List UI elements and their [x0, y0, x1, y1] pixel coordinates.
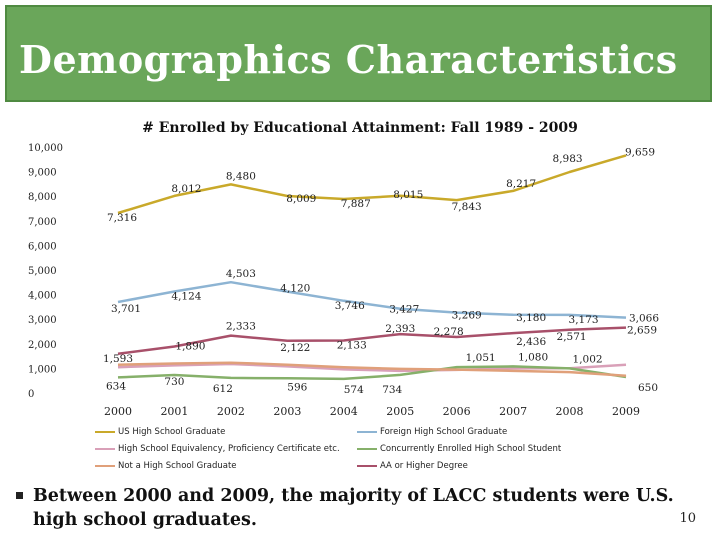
legend-item — [95, 444, 340, 454]
y-tick-label: 9,000 — [28, 167, 57, 179]
legend-swatch — [95, 465, 115, 467]
data-label: 650 — [637, 382, 659, 395]
data-label: 1,051 — [465, 352, 496, 365]
legend-item — [357, 427, 507, 437]
data-label: 8,480 — [225, 170, 256, 183]
legend-swatch — [357, 465, 377, 467]
y-tick-label: 1,000 — [28, 364, 57, 376]
data-label: 3,066 — [628, 312, 660, 325]
data-label: 730 — [164, 376, 185, 389]
data-label: 3,173 — [568, 313, 599, 326]
data-label: 4,124 — [171, 290, 202, 303]
y-tick-label: 4,000 — [28, 290, 57, 302]
data-label: 7,887 — [340, 197, 371, 210]
y-tick-label: 5,000 — [28, 266, 57, 277]
data-label: 612 — [212, 382, 233, 395]
y-tick-label: 7,000 — [28, 216, 57, 228]
data-label: 3,746 — [334, 299, 365, 312]
data-label: 4,503 — [225, 268, 256, 281]
x-tick-label: 2009 — [612, 405, 640, 418]
data-label: 1,890 — [175, 340, 206, 353]
y-tick-label: 2,000 — [28, 339, 57, 351]
data-label: 8,983 — [552, 153, 583, 166]
data-label: 3,180 — [516, 311, 547, 324]
x-tick-label: 2004 — [329, 405, 358, 418]
x-tick-label: 2007 — [499, 405, 528, 418]
legend-label: Foreign High School Graduate — [380, 427, 508, 437]
data-label: 2,122 — [280, 341, 311, 354]
slide-number: 10 — [679, 511, 696, 526]
data-label: 8,015 — [393, 188, 424, 201]
data-label: 1,080 — [518, 351, 549, 364]
data-label: 4,120 — [280, 282, 311, 295]
data-label: 3,701 — [110, 302, 142, 315]
legend-item — [95, 461, 237, 471]
data-label: 7,843 — [451, 201, 482, 214]
data-label: 9,659 — [624, 146, 656, 159]
legend-swatch — [357, 448, 377, 450]
bullet-square-icon — [16, 492, 23, 499]
data-label: 574 — [343, 383, 364, 396]
data-label: 8,012 — [171, 182, 202, 195]
data-label: 8,009 — [286, 192, 317, 205]
legend-item — [95, 427, 225, 437]
slide-title: Demographics Characteristics — [19, 37, 678, 82]
data-label: 596 — [287, 381, 308, 394]
legend-label: AA or Higher Degree — [380, 461, 468, 471]
x-tick-label: 2005 — [386, 405, 415, 418]
y-tick-label: 8,000 — [28, 192, 57, 204]
data-label: 2,333 — [225, 320, 256, 333]
legend-swatch — [95, 448, 115, 450]
data-label: 734 — [382, 383, 403, 396]
data-label: 2,436 — [516, 336, 547, 349]
data-label: 2,278 — [433, 325, 464, 338]
y-tick-label: 6,000 — [28, 241, 57, 253]
data-label: 2,571 — [556, 330, 587, 343]
legend-label: US High School Graduate — [118, 427, 226, 437]
y-tick-label: 0 — [28, 389, 35, 400]
x-tick-label: 2001 — [160, 405, 189, 418]
legend-label: Concurrently Enrolled High School Student — [380, 444, 562, 454]
legend-label: High School Equivalency, Proficiency Certificate etc. — [118, 444, 340, 454]
bullet-text: Between 2000 and 2009, the majority of LACC students were U.S. high school graduates. — [33, 486, 674, 530]
data-label: 3,269 — [451, 309, 482, 322]
data-label: 7,316 — [106, 212, 138, 225]
x-tick-label: 2003 — [273, 405, 302, 418]
x-tick-label: 2006 — [442, 405, 471, 418]
data-label: 634 — [105, 380, 127, 393]
data-label: 2,659 — [626, 324, 658, 337]
data-label: 2,133 — [336, 339, 367, 352]
data-label: 8,217 — [506, 177, 537, 190]
legend-label: Not a High School Graduate — [118, 461, 237, 471]
data-label: 3,427 — [389, 303, 420, 316]
data-label: 1,002 — [572, 353, 603, 366]
legend-swatch — [95, 431, 115, 433]
legend-item — [357, 461, 468, 471]
x-tick-label: 2008 — [555, 405, 584, 418]
legend-item — [357, 444, 561, 454]
chart-title: # Enrolled by Educational Attainment: Fall 1989 - 2009 — [142, 120, 578, 136]
legend-swatch — [357, 431, 377, 433]
data-label: 2,393 — [385, 323, 416, 336]
y-tick-label: 3,000 — [28, 315, 57, 327]
x-tick-label: 2000 — [104, 405, 132, 418]
data-label: 1,593 — [102, 352, 134, 365]
y-tick-label: 10,000 — [28, 143, 63, 154]
x-tick-label: 2002 — [216, 405, 245, 418]
